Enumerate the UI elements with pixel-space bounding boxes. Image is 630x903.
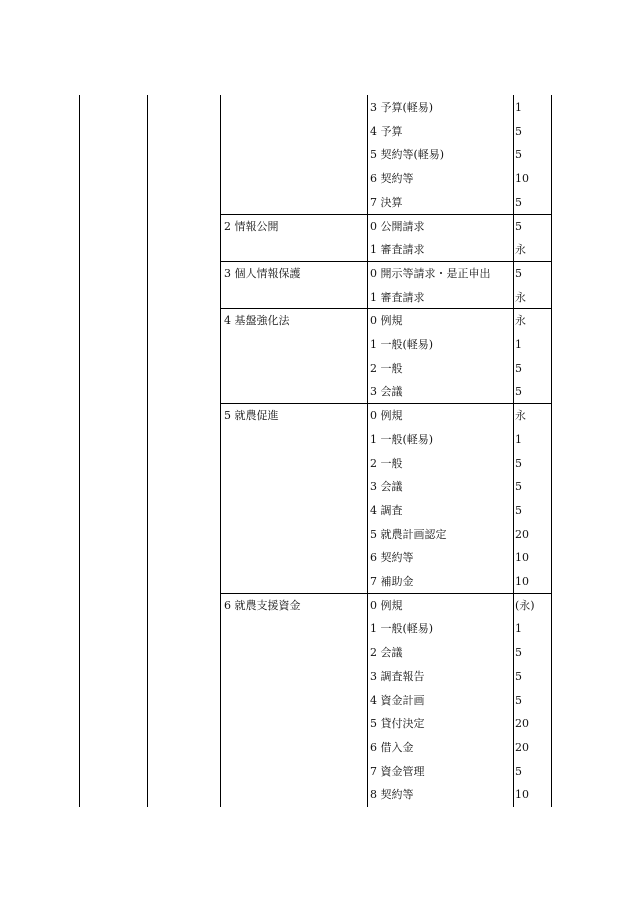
retention-period: 永 [515, 409, 526, 423]
retention-period: 5 [515, 646, 522, 660]
item-label: 2 一般 [370, 361, 403, 375]
item-label: 0 例規 [370, 598, 403, 612]
item-label: 1 審査請求 [370, 290, 425, 304]
retention-period: 5 [515, 764, 522, 778]
retention-period: 5 [515, 456, 522, 470]
item-label: 1 一般(軽易) [370, 432, 434, 446]
retention-period: 永 [515, 243, 526, 257]
table-column-divider-1 [147, 95, 148, 807]
group-separator-line [220, 214, 551, 215]
item-label: 7 資金管理 [370, 764, 425, 778]
item-label: 3 会議 [370, 385, 403, 399]
item-label: 4 調査 [370, 503, 403, 517]
item-label: 4 資金計画 [370, 693, 425, 707]
retention-period: 5 [515, 195, 522, 209]
retention-period: 10 [515, 551, 529, 565]
category-label: 5 就農促進 [224, 409, 279, 423]
retention-period: 1 [515, 622, 522, 636]
item-label: 3 予算(軽易) [370, 101, 434, 114]
retention-period: 1 [515, 432, 522, 446]
item-label: 0 開示等請求・是正申出 [370, 266, 491, 280]
retention-period: 5 [515, 361, 522, 375]
category-label: 3 個人情報保護 [224, 266, 301, 280]
item-label: 1 審査請求 [370, 243, 425, 257]
item-label: 1 一般(軽易) [370, 622, 434, 636]
category-label: 2 情報公開 [224, 219, 279, 233]
retention-period: 5 [515, 693, 522, 707]
item-label: 5 就農計画認定 [370, 527, 447, 541]
item-label: 7 決算 [370, 195, 403, 209]
retention-period: 5 [515, 219, 522, 233]
item-label: 7 補助金 [370, 575, 414, 588]
item-label: 6 借入金 [370, 740, 414, 754]
group-separator-line [220, 308, 551, 309]
retention-period: 5 [515, 480, 522, 494]
group-separator-line [220, 403, 551, 404]
item-label: 1 一般(軽易) [370, 338, 434, 351]
retention-period: 1 [515, 101, 522, 114]
item-label: 6 契約等 [370, 551, 414, 565]
item-label: 5 貸付決定 [370, 717, 425, 731]
retention-period: 5 [515, 385, 522, 399]
retention-period: 20 [515, 717, 529, 731]
retention-period: 5 [515, 669, 522, 683]
retention-period: 5 [515, 124, 522, 138]
retention-period: 20 [515, 527, 529, 541]
table-border-right [551, 95, 552, 807]
item-label: 0 例規 [370, 409, 403, 423]
item-label: 3 調査報告 [370, 669, 425, 683]
retention-period: 10 [515, 172, 529, 186]
retention-period: 5 [515, 266, 522, 280]
table-border-left [79, 95, 80, 807]
retention-period: 20 [515, 740, 529, 754]
item-label: 0 公開請求 [370, 219, 425, 233]
group-separator-line [220, 593, 551, 594]
retention-period: (永) [515, 598, 535, 612]
retention-period: 5 [515, 503, 522, 517]
table-column-divider-3 [367, 95, 368, 807]
category-label: 4 基盤強化法 [224, 314, 290, 328]
item-label: 2 会議 [370, 646, 403, 660]
item-label: 5 契約等(軽易) [370, 148, 445, 162]
item-label: 6 契約等 [370, 172, 414, 186]
item-label: 4 予算 [370, 124, 403, 138]
table-column-divider-2 [220, 95, 221, 807]
item-label: 8 契約等 [370, 788, 414, 802]
retention-period: 10 [515, 788, 529, 802]
item-label: 3 会議 [370, 480, 403, 494]
retention-period: 5 [515, 148, 522, 162]
retention-period: 永 [515, 314, 526, 328]
item-label: 0 例規 [370, 314, 403, 328]
retention-period: 1 [515, 338, 522, 351]
retention-period: 10 [515, 575, 529, 588]
group-separator-line [220, 261, 551, 262]
table-column-divider-4 [513, 95, 514, 807]
item-label: 2 一般 [370, 456, 403, 470]
category-label: 6 就農支援資金 [224, 598, 301, 612]
retention-period: 永 [515, 290, 526, 304]
